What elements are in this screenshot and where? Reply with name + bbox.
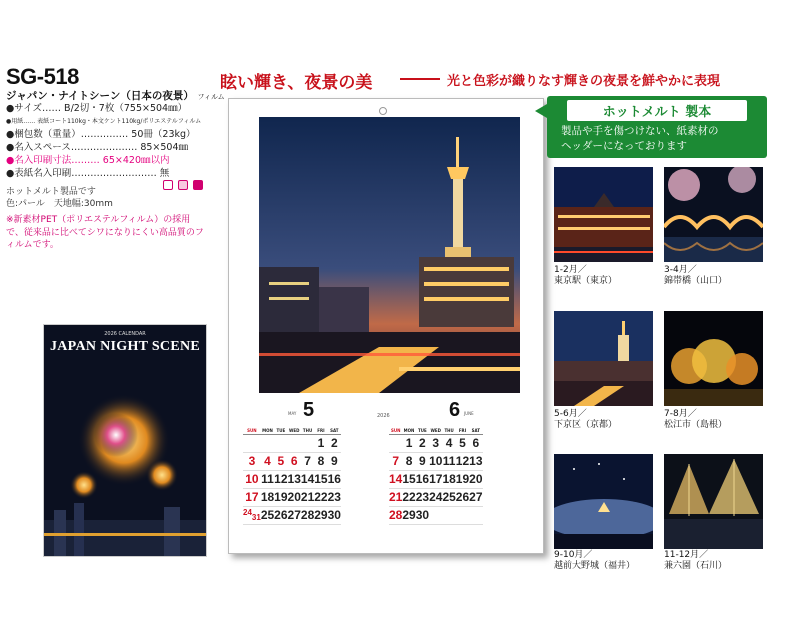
calendar-day — [288, 434, 301, 452]
calendar-day — [469, 506, 482, 524]
calendar-day: 8 — [402, 452, 415, 470]
binding-color: 色:パール 天地幅:30mm — [6, 199, 113, 209]
calendar-day — [456, 506, 469, 524]
headline-main: 眩い輝き、夜景の美 — [220, 73, 373, 93]
calendar-day: 11 — [442, 454, 456, 468]
calendar-day: 25 — [442, 490, 456, 504]
calendar-day: 30 — [415, 508, 430, 522]
calendar-day: 4 — [442, 434, 455, 452]
calendar-day: 16 — [327, 472, 341, 486]
calendar-day: 3 — [429, 434, 442, 452]
material-note: ※新素材PET（ポリエステルフィルム）の採用で、従来品に比べてシワになりにくい高品質のフィルムです。 — [6, 215, 204, 250]
paper-badge-icon — [193, 180, 203, 190]
calendar-week-row — [389, 434, 483, 452]
calendar-day: 21 — [389, 490, 403, 504]
spec-cover-print: ●表紙名入印刷……………………… 無 — [6, 168, 170, 179]
hanging-hole-icon — [379, 107, 387, 115]
calendar-day: 10 — [243, 470, 261, 488]
calendar-day: 27 — [287, 508, 301, 522]
year-label: 2026 — [377, 413, 390, 419]
calendar-day: 1 — [314, 434, 327, 452]
hotmelt-desc-line2: ヘッダーになっております — [561, 140, 687, 152]
calendar-day: 9 — [328, 452, 341, 470]
weekday-header: WED — [430, 427, 441, 433]
calendar-day — [243, 434, 261, 452]
spec-print-size: ●名入印刷寸法……… 65×420㎜以内 — [6, 155, 170, 166]
kintaikyo-bridge-photo-icon — [664, 167, 763, 262]
product-name: ジャパン・ナイトシーン（日本の夜景） フィルム — [6, 90, 225, 102]
calendar-day: 16 — [415, 472, 430, 486]
calendar-day: 27 — [469, 490, 483, 504]
calendar-day: 13 — [469, 454, 483, 468]
weekday-header: SAT — [469, 427, 482, 434]
photo-caption: 1-2月／ 東京駅（東京） — [554, 265, 618, 286]
calendar-day: 12 — [274, 472, 288, 486]
photo-caption: 9-10月／ 越前大野城（福井） — [554, 550, 636, 571]
calendar-day: 19 — [274, 490, 288, 504]
spec-size: ●サイズ…… B/2切・7枚（755×504㎜） — [6, 103, 188, 114]
spec-name-space: ●名入スペース………………… 85×504㎜ — [6, 142, 189, 153]
calendar-day: 25 — [260, 508, 275, 522]
weekday-header: WED — [288, 427, 300, 433]
month-grid — [243, 427, 341, 525]
calendar-day: 7 — [389, 452, 402, 470]
calendar-day: 17 — [429, 472, 443, 486]
calendar-day: 6 — [469, 434, 482, 452]
weekday-header: SAT — [328, 427, 341, 434]
weekday-header: MON — [262, 427, 273, 433]
calendar-day — [301, 434, 314, 452]
spec-paper: ●用紙…… 表紙コート110kg・本文ケント110kg/ポリエステルフィルム — [6, 118, 202, 125]
weekday-header: FRI — [314, 427, 327, 434]
calendar-day — [261, 434, 274, 452]
calendar-week-row — [389, 488, 483, 506]
headline-divider — [400, 78, 440, 80]
photo-caption: 11-12月／ 兼六園（石川） — [664, 550, 728, 571]
calendar-day: 14 — [300, 472, 315, 486]
calendar-day: 28 — [389, 508, 403, 522]
calendar-day: 3 — [243, 452, 261, 470]
spec-packing: ●梱包数（重量）…………… 50冊（23kg） — [6, 129, 196, 140]
weekday-header: TUE — [274, 427, 287, 434]
fireworks-cover-photo-icon — [44, 325, 207, 557]
weekday-header: SUN — [243, 427, 261, 434]
weekday-header: THU — [301, 427, 314, 434]
calendar-day: 13 — [287, 472, 301, 486]
product-code: SG-518 — [6, 64, 79, 89]
calendar-day: 1 — [402, 434, 415, 452]
calendar-day: 19 — [455, 472, 470, 486]
weekday-header: FRI — [456, 427, 469, 434]
calendar-week-row — [389, 470, 483, 488]
pointer-arrow-icon — [535, 104, 547, 118]
calendar-day: 7 — [301, 452, 314, 470]
calendar-day: 2 — [416, 434, 429, 452]
calendar-day — [442, 506, 455, 524]
calendar-cover-thumbnail — [43, 324, 207, 557]
hotmelt-title: ホットメルト 製本 — [567, 100, 747, 121]
calendar-day: 5 — [456, 434, 469, 452]
calendar-day: 24 — [429, 490, 443, 504]
kyoto-tower-night-photo — [259, 117, 520, 393]
calendar-week-row — [389, 506, 483, 524]
calendar-week-row — [243, 506, 341, 524]
calendar-week-row — [243, 488, 341, 506]
calendar-day: 8 — [314, 452, 327, 470]
calendar-day: 6 — [288, 452, 301, 470]
calendar-day: 23 — [327, 490, 341, 504]
month-name: JUNE — [464, 411, 474, 416]
month-name: MAY — [288, 411, 297, 416]
calendar-day: 20 — [469, 472, 483, 486]
calendar-day: 23 — [415, 490, 430, 504]
calendar-day: 11 — [261, 472, 274, 486]
calendar-day: 30 — [327, 508, 341, 522]
calendar-day: 15 — [402, 472, 416, 486]
thumb-title: JAPAN NIGHT SCENE — [49, 339, 201, 354]
calendar-day: 18 — [260, 490, 275, 504]
weekday-header: SUN — [390, 427, 401, 433]
kenrokuen-garden-photo-icon — [664, 454, 763, 549]
photo-caption: 5-6月／ 下京区（京都） — [554, 409, 618, 430]
month-number: 6 — [449, 399, 461, 421]
matsue-fireworks-photo-icon — [664, 311, 763, 406]
calendar-day: 17 — [243, 488, 261, 506]
calendar-day: 29 — [314, 508, 328, 522]
calendar-day: 12 — [455, 454, 470, 468]
calendar-day: 9 — [416, 452, 429, 470]
calendar-day — [429, 506, 442, 524]
calendar-day: 10 — [429, 454, 443, 468]
hotmelt-binding-panel — [547, 96, 767, 158]
echizen-ono-castle-photo-icon — [554, 454, 653, 549]
headline-sub: 光と色彩が織りなす輝きの夜景を鮮やかに表現 — [447, 74, 721, 89]
calendar-day: 21 — [300, 490, 315, 504]
calendar-week-row — [243, 470, 341, 488]
calendar-day: 26 — [274, 508, 288, 522]
calendar-day: 22 — [314, 490, 328, 504]
photo-caption: 7-8月／ 松江市（島根） — [664, 409, 728, 430]
month-number: 5 — [303, 399, 315, 421]
calendar-day: 15 — [314, 472, 328, 486]
main-calendar-preview — [228, 98, 544, 554]
binding-info: ホットメルト製品です — [6, 187, 96, 197]
calendar-week-row — [389, 452, 483, 470]
film-badge-icon — [178, 180, 188, 190]
calendar-day — [389, 434, 402, 452]
eco-badge-icon — [163, 180, 173, 190]
calendar-day: 20 — [287, 490, 301, 504]
calendar-day: 29 — [402, 508, 416, 522]
weekday-header: TUE — [416, 427, 429, 434]
calendar-week-row — [243, 452, 341, 470]
calendar-day: 18 — [442, 472, 456, 486]
calendar-day: 26 — [455, 490, 470, 504]
thumb-brand: 2026 CALENDAR — [104, 331, 146, 337]
photo-caption: 3-4月／ 錦帯橋（山口） — [664, 265, 728, 286]
calendar-day: 14 — [389, 472, 403, 486]
tokyo-station-photo-icon — [554, 167, 653, 262]
calendar-week-row — [243, 434, 341, 452]
kyoto-tower-photo-icon — [554, 311, 653, 406]
calendar-day: 22 — [402, 490, 416, 504]
calendar-day — [274, 434, 287, 452]
hotmelt-desc-line1: 製品や手を傷つけない、紙素材の — [561, 125, 719, 137]
calendar-day: 28 — [300, 508, 315, 522]
month-grid — [389, 427, 483, 525]
weekday-header: THU — [442, 427, 455, 434]
calendar-day: $^{24}$31 — [243, 508, 261, 522]
calendar-day: 2 — [328, 434, 341, 452]
weekday-header: MON — [403, 427, 415, 433]
calendar-day: 5 — [274, 452, 287, 470]
calendar-day: 4 — [261, 452, 274, 470]
